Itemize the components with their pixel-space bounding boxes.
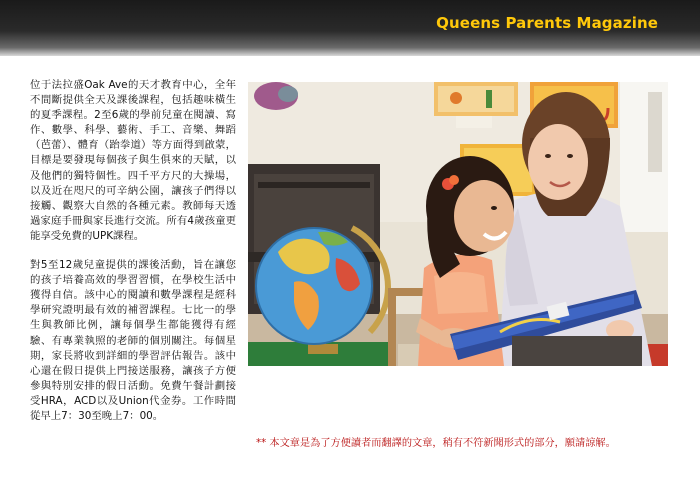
header-bar <box>0 0 700 56</box>
article-paragraph-2: 對5至12歲兒童提供的課後活動，旨在讓您的孩子培養高效的學習習慣，在學校生活中獲得自信。該中心的閱讀和數學課程是經科學研究證明最有效的補習課程。七比一的學生與教師比例，讓每個學生都能獲得有經驗、有專業執照的老師的個別關注。每個星期，家長將收到詳細的學習評估報告。該中心還在假日提供上門接送服務，讓孩子方便參與特別安排的假日活動。免費午餐計劃接受HRA，ACD以及Union代金券。工作時間從早上7：30至晚上7：00。 <box>30 259 236 422</box>
translation-disclaimer: ** 本文章是為了方便讀者而翻譯的文章，稍有不符新聞形式的部分，願請諒解。 <box>256 438 616 449</box>
magazine-title: Queens Parents Magazine <box>436 14 658 32</box>
classroom-photo-illustration <box>248 82 668 366</box>
classroom-photo <box>248 82 668 366</box>
article-paragraph-1: 位于法拉盛Oak Ave的天才教育中心，全年不間斷提供全天及課後課程，包括趣味橫生的夏季課程。2至6歲的學前兒童在閱讀、寫作、數學、科學、藝術、手工、音樂、舞蹈（芭蕾）、體育（跆拳道）等方面得到啟蒙，目標是要發現每個孩子與生俱來的天賦，以及他們的獨特個性。四千平方尺的大操場，以及近在咫尺的可辛納公園，讓孩子們得以接觸、觀察大自然的各種元素。教師每天透過家庭手冊與家長進行交流。所有4歲孩童更能享受免費的UPK課程。 <box>30 79 236 242</box>
article-body <box>30 78 236 438</box>
